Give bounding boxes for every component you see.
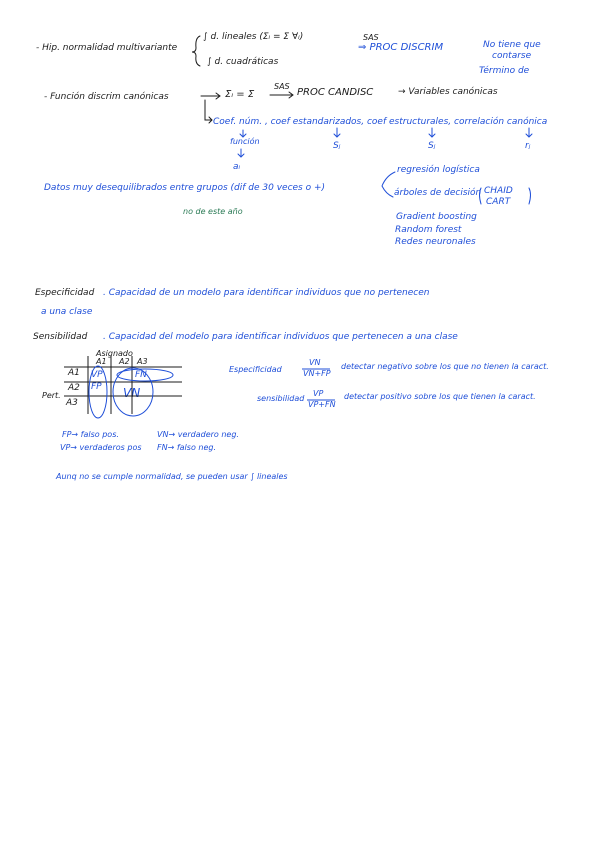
matrix-vn: VN (123, 386, 141, 400)
specificity-formula-label: Especificidad (229, 365, 282, 374)
hook-arrow (205, 100, 212, 123)
arrow-row2 (201, 93, 220, 99)
sensitivity-definition: . Capacidad del modelo para identificar individuos que pertenecen a una clase (103, 332, 458, 342)
specificity-numerator: VN (309, 358, 321, 367)
decision-trees-text: árboles de decisión (394, 188, 482, 198)
canonical-functions-text: - Función discrim canónicas (44, 92, 169, 102)
sj-label-2: Sⱼ (428, 141, 436, 151)
specificity-label: Especificidad (35, 288, 95, 298)
matrix-row-2: A2 (68, 383, 80, 393)
matrix-vp: VP (91, 370, 103, 380)
legend-fn: FN→ falso neg. (157, 443, 216, 452)
ai-label: aᵢ (233, 162, 241, 172)
hip-normality-text: - Hip. normalidad multivariante (36, 43, 178, 53)
canonical-variables-text: → Variables canónicas (398, 87, 498, 97)
neural-networks-text: Redes neuronales (395, 237, 476, 247)
green-note: no de este año (183, 207, 243, 216)
sj-label: Sⱼ (333, 141, 341, 151)
matrix-row-1: A1 (68, 368, 80, 378)
matrix-col-2: A2 (119, 357, 130, 366)
random-forest-text: Random forest (395, 225, 462, 235)
sigma-equal-text: Σᵢ = Σ (225, 89, 255, 100)
legend-vp: VP→ verdaderos pos (60, 443, 142, 452)
specificity-denominator: VN+FP (303, 369, 331, 378)
aside-note-2: contarse (492, 51, 532, 61)
sensitivity-label: Sensibilidad (33, 332, 88, 342)
sensitivity-denominator: VP+FN (308, 400, 336, 409)
final-note: Aunq no se cumple normalidad, se pueden usar ∫ lineales (56, 472, 288, 481)
matrix-col-3: A3 (137, 357, 148, 366)
matrix-title: Asignado (96, 349, 133, 358)
legend-fp: FP→ falso pos. (62, 430, 119, 439)
sensitivity-description: detectar positivo sobre los que tienen la caract. (344, 392, 536, 401)
aside-note-3: Término de (479, 66, 530, 76)
proc-discrim-text: ⇒ PROC DISCRIM (358, 42, 444, 53)
quadratic-discriminant-item: ∫ d. cuadráticas (207, 57, 279, 67)
sensitivity-formula-label: sensibilidad (257, 394, 305, 403)
legend-vn: VN→ verdadero neg. (157, 430, 239, 439)
chaid-label: CHAID (484, 186, 513, 196)
specificity-definition-2: a una clase (41, 307, 93, 317)
specificity-description: detectar negativo sobre los que no tienen la caract. (341, 362, 549, 371)
cart-label: CART (486, 197, 511, 207)
gradient-boosting-text: Gradient boosting (396, 212, 477, 222)
coefficients-text: Coef. núm. , coef estandarizados, coef estructurales, correlación canónica (213, 117, 548, 127)
logistic-regression-text: regresión logística (397, 165, 480, 175)
sensitivity-numerator: VP (313, 389, 324, 398)
proc-candisc-text: PROC CANDISC (297, 87, 374, 98)
matrix-fp: FP (91, 382, 102, 392)
specificity-definition-1: . Capacidad de un modelo para identificar individuos que no pertenecen (103, 288, 430, 298)
aside-note-1: No tiene que (483, 40, 541, 50)
function-label: función (230, 137, 260, 146)
sas-label: SAS (363, 33, 379, 42)
linear-discriminant-item: ∫ d. lineales (Σᵢ = Σ ∀ᵢ) (203, 32, 304, 42)
imbalanced-data-text: Datos muy desequilibrados entre grupos (dif de 30 veces o +) (44, 183, 326, 193)
sas-arrow-row2 (270, 92, 293, 98)
matrix-side-label: Pert. (42, 391, 61, 400)
rj-label: rⱼ (525, 141, 531, 151)
matrix-fn: FN (135, 370, 147, 380)
matrix-row-3: A3 (66, 398, 78, 408)
matrix-col-1: A1 (96, 357, 107, 366)
sas-label-2: SAS (274, 82, 290, 91)
brace-row1 (192, 36, 200, 66)
